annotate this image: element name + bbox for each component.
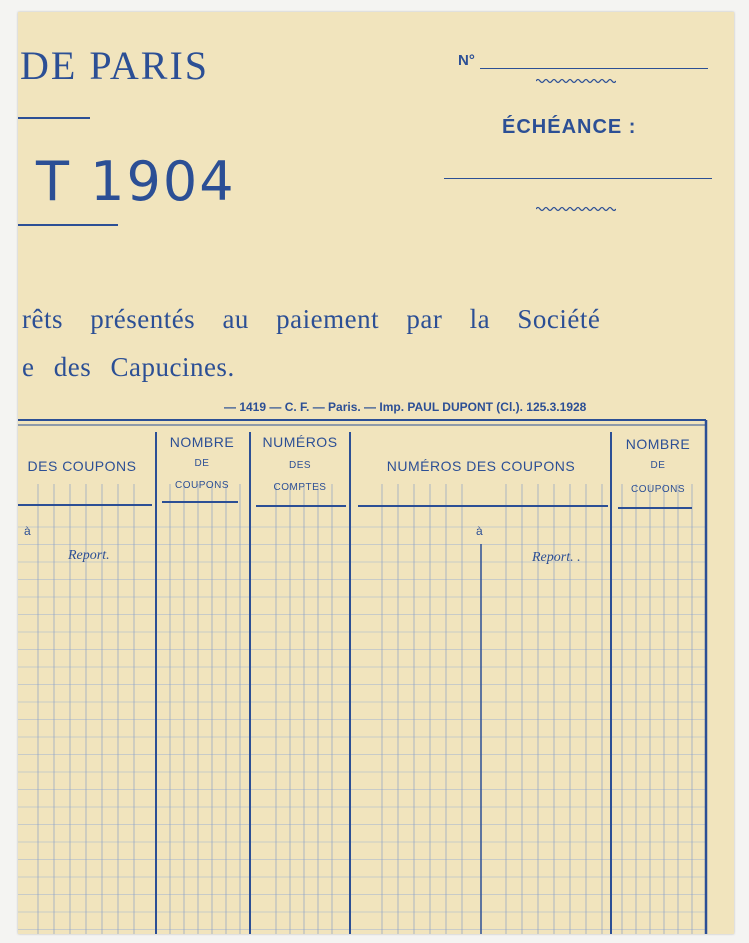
column-header-count-left-coupons: COUPONS — [174, 480, 230, 491]
subtitle-line-2: e des Capucines. — [22, 352, 235, 382]
subtitle-line-1: rêts présentés au paiement par la Société — [22, 304, 601, 334]
range-marker-left: à — [24, 524, 31, 538]
printer-imprint: — 1419 — C. F. — Paris. — Imp. PAUL DUPONT (Cl.). 125.3.1928 — [224, 400, 587, 414]
column-header-accounts: NUMÉROS — [262, 434, 338, 450]
carry-forward-right: Report. . — [532, 550, 581, 565]
title-year: T 1904 — [36, 150, 236, 213]
column-header-count-left: NOMBRE — [169, 434, 235, 450]
column-header-count-left-de: DE — [194, 458, 210, 469]
column-header-accounts-des: DES — [288, 460, 312, 471]
number-label: N° — [458, 52, 475, 69]
column-header-coupons-right: NUMÉROS DES COUPONS — [386, 458, 576, 474]
due-date-label: ÉCHÉANCE : — [502, 116, 637, 138]
column-header-count-right: NOMBRE — [625, 436, 691, 452]
column-header-count-right-de: DE — [650, 460, 666, 471]
range-marker-right: à — [476, 524, 483, 538]
column-header-coupons-left: DES COUPONS — [27, 458, 137, 474]
carry-forward-left: Report. — [68, 548, 110, 563]
form-sheet — [18, 12, 734, 934]
title-city: DE PARIS — [20, 43, 210, 88]
column-header-count-right-coupons: COUPONS — [630, 484, 686, 495]
column-header-accounts-comptes: COMPTES — [273, 482, 327, 493]
